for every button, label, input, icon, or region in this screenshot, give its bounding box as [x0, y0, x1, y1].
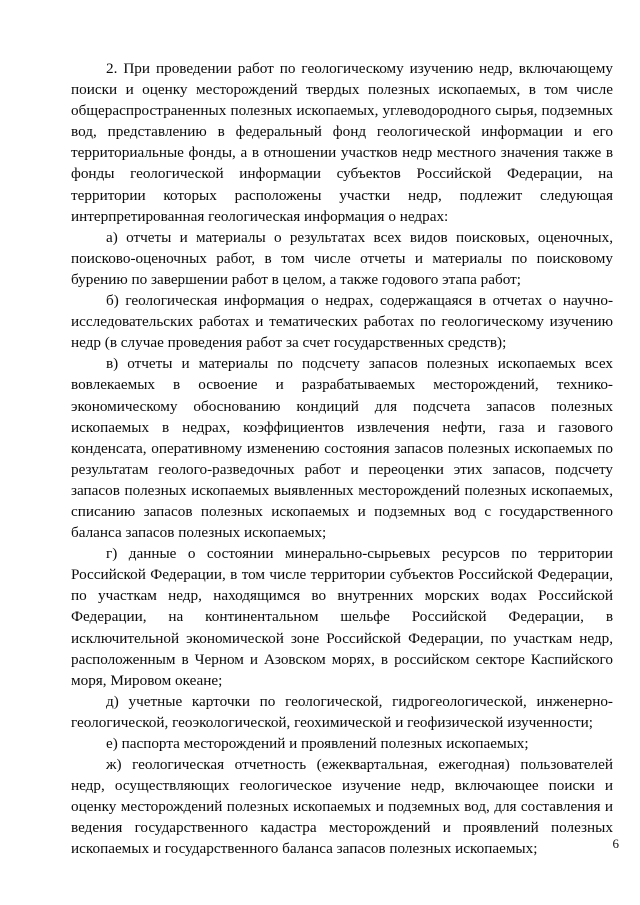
- paragraph-item-b: б) геологическая информация о недрах, содержащаяся в отчетах о научно-исследовательских работах и тематических работах по геологическому изучению недр (в случае проведения работ за счет государственных средств);: [71, 292, 613, 352]
- paragraph-intro: 2. При проведении работ по геологическому изучению недр, включающему поиски и оценку месторождений твердых полезных ископаемых, в том числе общераспространенных полезных ископаемых, углеводородного сырья, подземных вод, представлению в федеральный фонд геологической информации и его территориальные фонды, а в отношении участков недр местного значения также в фонды геологической информации субъектов Российской Федерации, на территории которых расположены участки недр, подлежит следующая интерпретированная геологическая информация о недрах:: [71, 60, 613, 225]
- page-number: 6: [612, 836, 619, 851]
- paragraph-item-d: д) учетные карточки по геологической, гидрогеологической, инженерно-геологической, геоэкологической, геохимической и геофизической изученности;: [71, 692, 613, 731]
- paragraph-item-zh: ж) геологическая отчетность (ежеквартальная, ежегодная) пользователей недр, осуществляющих геологическое изучение недр, включающее поиски и оценку месторождений полезных ископаемых и подземных вод, для составления и ведения государственного кадастра месторождений и проявлений полезных ископаемых и государственного баланса запасов полезных ископаемых;: [71, 756, 613, 858]
- paragraph-item-a: а) отчеты и материалы о результатах всех видов поисковых, оценочных, поисково-оценочных работ, в том числе отчеты и материалы по поисковому бурению по завершении работ в целом, а также годового этапа работ;: [71, 228, 613, 288]
- paragraph-item-g: г) данные о состоянии минерально-сырьевых ресурсов по территории Российской Федерации, в том числе территории субъектов Российской Федерации, по участкам недр, находящимся во внутренних морских водах Российской Федерации, на континентальном шельфе Российской Федерации, в исключительной экономической зоне Российской Федерации, по участкам недр, расположенным в Черном и Азовском морях, в российском секторе Каспийского моря, Мировом океане;: [71, 545, 613, 689]
- paragraph-item-v: в) отчеты и материалы по подсчету запасов полезных ископаемых всех вовлекаемых в освоение и разрабатываемых месторождений, технико-экономическому обоснованию кондиций для подсчета запасов полезных ископаемых в недрах, коэффициентов извлечения нефти, газа и газового конденсата, оперативному изменению состояния запасов полезных ископаемых по результатам геолого-разведочных работ и переоценки этих запасов, подсчету запасов полезных ископаемых выявленных месторождений полезных ископаемых, списанию запасов полезных ископаемых и подземных вод с государственного баланса запасов полезных ископаемых;: [71, 355, 613, 542]
- paragraph-item-e: е) паспорта месторождений и проявлений полезных ископаемых;: [106, 735, 529, 752]
